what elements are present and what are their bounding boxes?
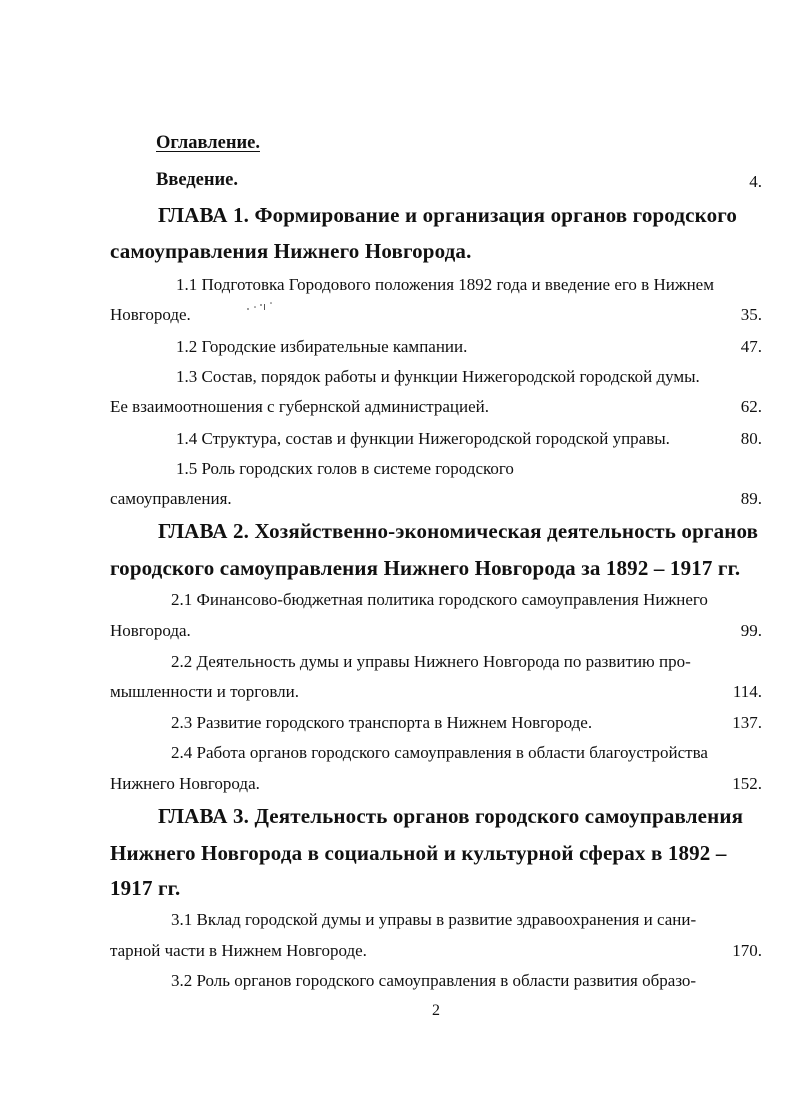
chapter-2-heading-line-1: ГЛАВА 2. Хозяйственно-экономическая деятельность органов	[158, 519, 759, 543]
section-1-1-line-2: Новгороде.	[110, 305, 191, 324]
section-2-2-line-2: мышленности и торговли.	[110, 682, 299, 701]
section-2-4-line-2: Нижнего Новгорода.	[110, 774, 260, 793]
section-1-4-title: 1.4 Структура, состав и функции Нижегородской городской управы.	[176, 429, 670, 448]
chapter-3-heading-line-2: Нижнего Новгорода в социальной и культурной сферах в 1892 –	[110, 841, 727, 865]
chapter-1-heading-line-1: ГЛАВА 1. Формирование и организация органов городского	[158, 203, 738, 227]
section-1-3-line-2: Ее взаимоотношения с губернской администрацией.	[110, 397, 489, 416]
chapter-3-heading-line-1: ГЛАВА 3. Деятельность органов городского самоуправления	[158, 804, 744, 828]
chapter-3-heading-line-3: 1917 гг.	[110, 876, 181, 900]
section-1-1-line-1: 1.1 Подготовка Городового положения 1892 года и введение его в Нижнем	[176, 275, 714, 294]
section-2-4-page: 152.	[732, 774, 762, 793]
toc-title: Оглавление.	[156, 133, 260, 153]
section-2-1-line-1: 2.1 Финансово-бюджетная политика городского самоуправления Нижнего	[171, 590, 708, 609]
section-1-1-page: 35.	[740, 305, 762, 324]
section-2-3-title: 2.3 Развитие городского транспорта в Нижнем Новгороде.	[171, 713, 593, 732]
section-1-5-line-1: 1.5 Роль городских голов в системе городского	[176, 459, 514, 478]
section-1-3-line-1: 1.3 Состав, порядок работы и функции Нижегородской городской думы.	[176, 367, 700, 386]
section-1-3-page: 62.	[740, 397, 762, 416]
chapter-1-heading-line-2: самоуправления Нижнего Новгорода.	[110, 239, 472, 263]
toc-entry-intro-title: Введение.	[156, 170, 239, 190]
section-1-4-page: 80.	[740, 429, 762, 448]
toc-entry-intro-page: 4.	[749, 172, 762, 191]
scan-specks-decoration	[245, 300, 275, 314]
section-2-2-page: 114.	[732, 682, 762, 701]
section-2-2-line-1: 2.2 Деятельность думы и управы Нижнего Новгорода по развитию про-	[171, 652, 691, 671]
section-2-4-line-1: 2.4 Работа органов городского самоуправления в области благоустройства	[171, 743, 708, 762]
section-3-2-line-1: 3.2 Роль органов городского самоуправления в области развития образо-	[171, 971, 697, 990]
section-1-5-page: 89.	[740, 489, 762, 508]
section-1-2-title: 1.2 Городские избирательные кампании.	[176, 337, 468, 356]
section-2-3-page: 137.	[732, 713, 762, 732]
section-2-1-line-2: Новгорода.	[110, 621, 191, 640]
chapter-2-heading-line-2: городского самоуправления Нижнего Новгорода за 1892 – 1917 гг.	[110, 556, 741, 580]
section-1-5-line-2: самоуправления.	[110, 489, 232, 508]
section-1-2-page: 47.	[740, 337, 762, 356]
section-3-1-line-1: 3.1 Вклад городской думы и управы в развитие здравоохранения и сани-	[171, 910, 697, 929]
section-3-1-line-2: тарной части в Нижнем Новгороде.	[110, 941, 367, 960]
section-2-1-page: 99.	[740, 621, 762, 640]
page-number: 2	[432, 1002, 440, 1019]
section-3-1-page: 170.	[732, 941, 762, 960]
